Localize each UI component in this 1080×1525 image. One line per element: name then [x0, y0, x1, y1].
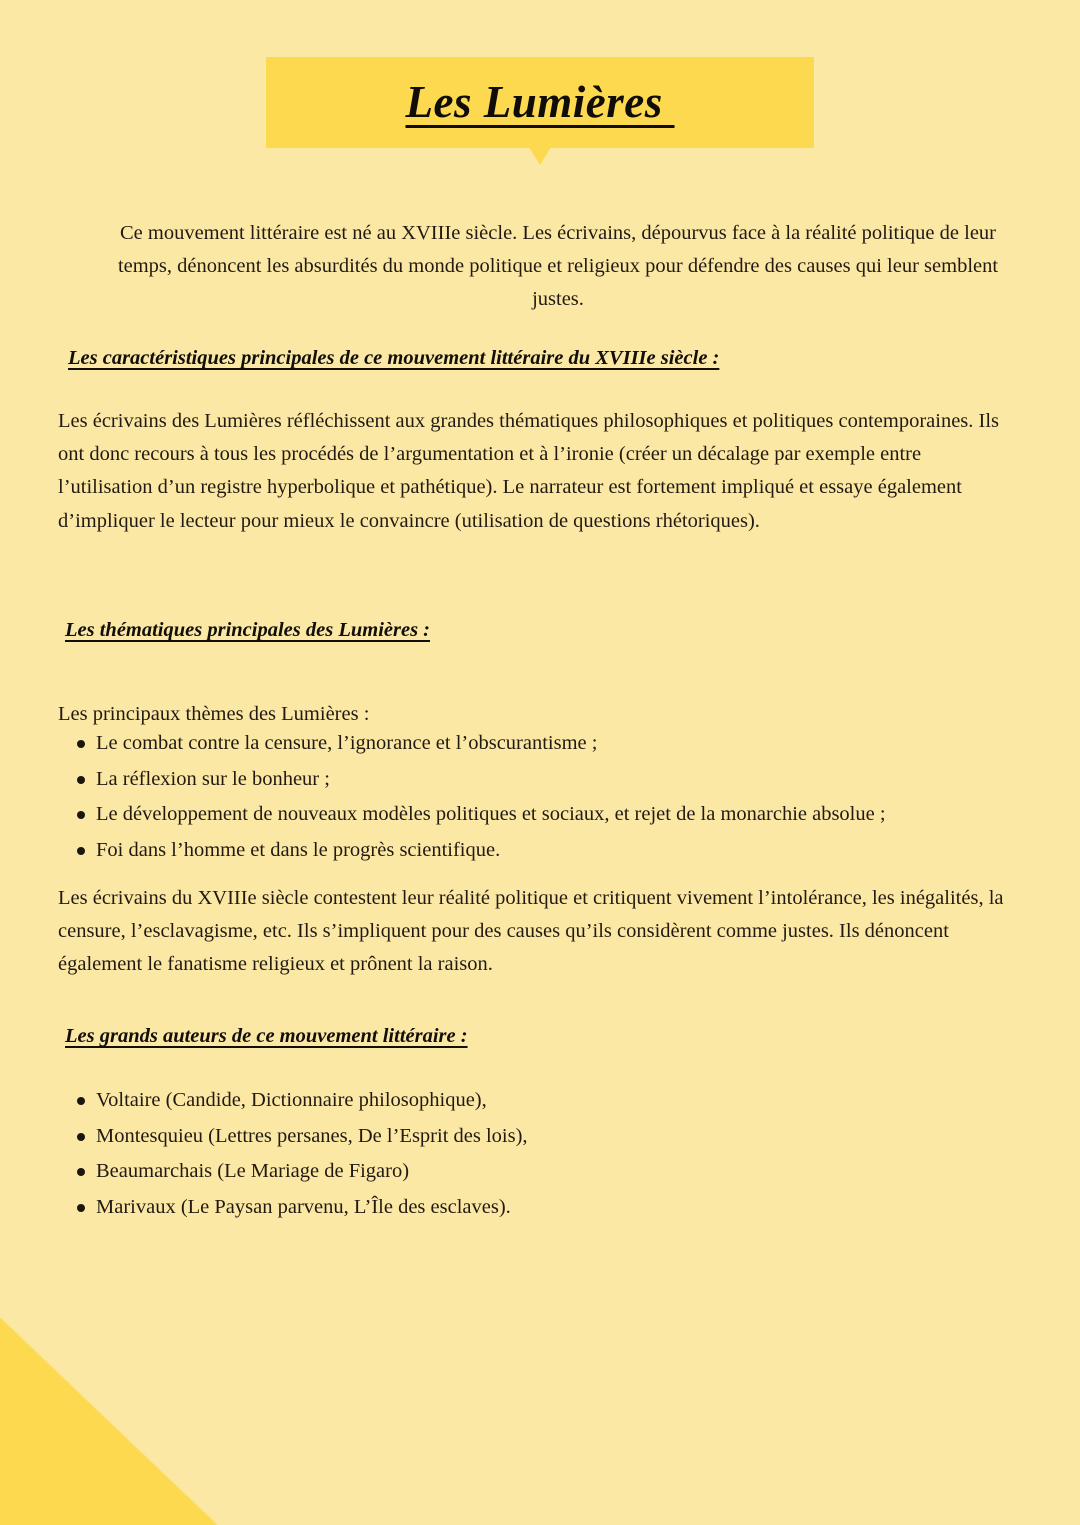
section-heading-themes: Les thématiques principales des Lumières :	[65, 619, 430, 641]
intro-paragraph: Ce mouvement littéraire est né au XVIIIe siècle. Les écrivains, dépourvus face à la réalité politique de leur temps, dénoncent les absurdités du monde politique et religieux pour défendre des causes qui leur semblent justes.	[117, 221, 999, 310]
themes-paragraph: Les écrivains du XVIIIe siècle contestent leur réalité politique et critiquent vivement l’intolérance, les inégalités, la censure, l’esclavagisme, etc. Ils s’impliquent pour des causes qu’ils considèrent comme justes. Ils dénoncent également le fanatisme religieux et prônent la raison.	[58, 887, 1004, 976]
section-heading-authors-wrapper	[65, 1025, 468, 1048]
section-heading-authors: Les grands auteurs de ce mouvement littéraire :	[65, 1025, 468, 1047]
list-item: Beaumarchais (Le Mariage de Figaro)	[58, 1157, 758, 1187]
section-heading-characteristics-wrapper	[68, 347, 719, 370]
themes-bullet-list	[58, 729, 988, 872]
list-item: Voltaire (Candide, Dictionnaire philosophique),	[58, 1086, 758, 1116]
list-item: Le développement de nouveaux modèles politiques et sociaux, et rejet de la monarchie absolue ;	[58, 800, 988, 830]
list-item: Montesquieu (Lettres persanes, De l’Esprit des lois),	[58, 1122, 758, 1152]
title-banner	[266, 57, 814, 148]
list-item: Foi dans l’homme et dans le progrès scientifique.	[58, 836, 988, 866]
list-item: Le combat contre la censure, l’ignorance et l’obscurantisme ;	[58, 729, 988, 759]
section-heading-themes-wrapper	[65, 619, 430, 642]
banner-tail-icon	[529, 147, 551, 165]
corner-wedge-decoration	[0, 1317, 218, 1525]
page-title: Les Lumières	[405, 77, 675, 127]
section-heading-characteristics: Les caractéristiques principales de ce mouvement littéraire du XVIIIe siècle :	[68, 347, 720, 369]
themes-lead-line: Les principaux thèmes des Lumières :	[58, 703, 370, 725]
list-item: Marivaux (Le Paysan parvenu, L’Île des esclaves).	[58, 1193, 758, 1223]
list-item: La réflexion sur le bonheur ;	[58, 765, 988, 795]
authors-bullet-list	[58, 1086, 758, 1229]
characteristics-paragraph: Les écrivains des Lumières réfléchissent aux grandes thématiques philosophiques et politiques contemporaines. Ils ont donc recours à tous les procédés de l’argumentation et à l’ironie (créer un décalage par exemple entre l’utilisation d’un registre hyperbolique et pathétique). Le narrateur est fortement impliqué et essaye également d’impliquer le lecteur pour mieux le convaincre (utilisation de questions rhétoriques).	[58, 410, 1000, 532]
